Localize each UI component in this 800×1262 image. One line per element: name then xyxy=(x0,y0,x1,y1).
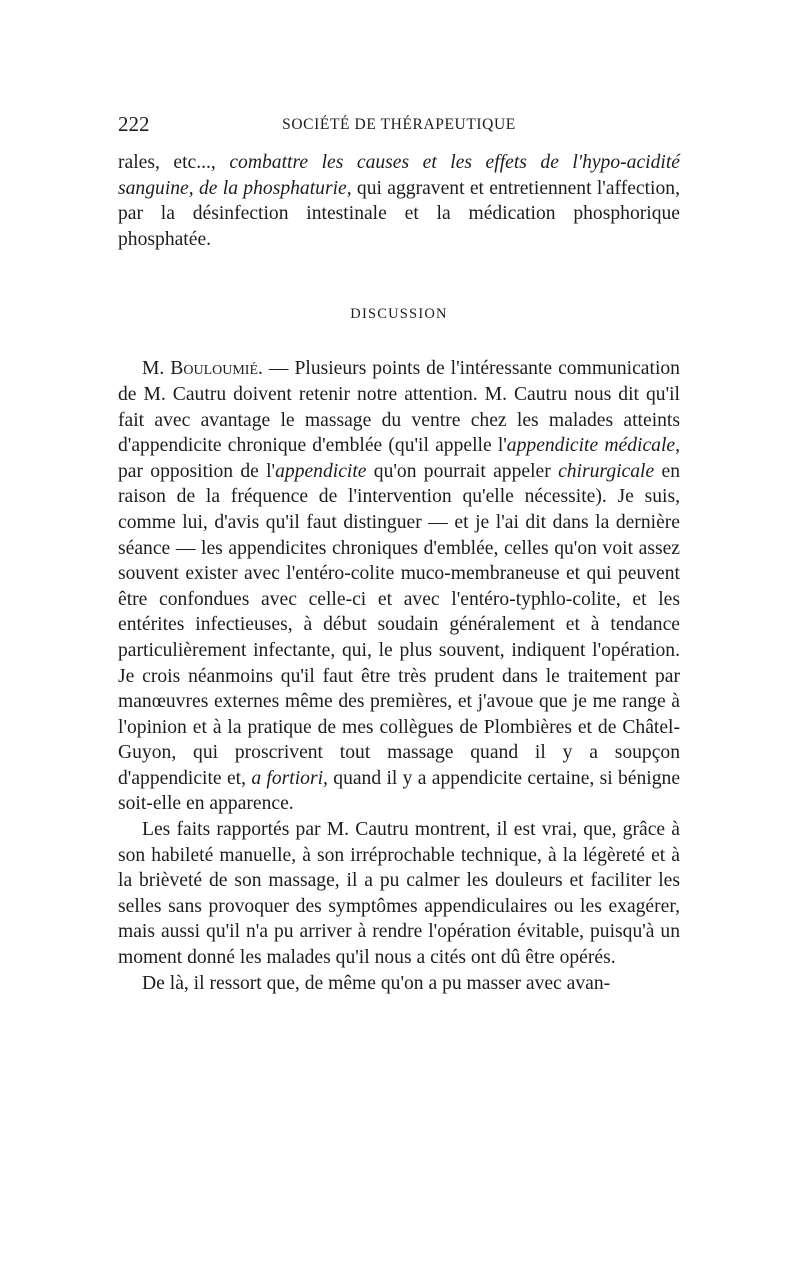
paragraph-conclusion: De là, il ressort que, de même qu'on a pu masser avec avan- xyxy=(142,972,611,994)
paragraph-bouloumie: M. Bouloumié. — Plusieurs points de l'intéressante communication de M. Cautru doivent retenir notre attention. M. Cautru nous dit qu'il fait avec avantage le massage du ventre chez les malades atteints d'appendicite chronique d'emblée (qu'il appelle l'appendicite médicale, par opposition de l'appendicite qu'on pourrait appeler chirurgicale en raison de la fréquence de l'intervention qu'elle nécessite). Je suis, comme lui, d'avis qu'il faut distinguer — et je l'ai dit dans la dernière séance — les appendicites chroniques d'emblée, celles qu'on voit assez souvent exister avec l'entéro-colite muco-membraneuse et qui peuvent être confondues avec celle-ci et avec l'entéro-typhlo-colite, et les entérites infectieuses, à début soudain généralement et à tendance particulièrement infectante, qui, le plus souvent, indiquent l'opération. Je crois néanmoins qu'il faut être très prudent dans le traitement par manœuvres externes même des premières, et j'avoue que je me range à l'opinion et à la pratique de mes collègues de Plombières et de Châtel-Guyon, qui proscrivent tout massage quand il y a soupçon d'appendicite et, a fortiori, quand il y a appendicite certaine, si bénigne soit-elle en apparence. xyxy=(118,358,681,815)
running-head xyxy=(118,112,680,136)
book-page xyxy=(118,112,680,996)
running-title: SOCIÉTÉ DE THÉRAPEUTIQUE xyxy=(282,116,516,133)
speaker-name: M. Bouloumié. xyxy=(142,358,263,380)
page-number: 222 xyxy=(118,112,150,136)
paragraph-faits: Les faits rapportés par M. Cautru montrent, il est vrai, que, grâce à son habileté manuelle, à son irréprochable technique, à la légèreté et à la brièveté de son massage, il a pu calmer les douleurs et faciliter les selles sans provoquer des symptômes appendiculaires ou les exagérer, mais aussi qu'il n'a pu arriver à rendre l'opération évitable, puisqu'à un moment donné les malades qu'il nous a cités ont dû être opérés. xyxy=(118,819,680,969)
paragraph-continuation: rales, etc..., combattre les causes et les effets de l'hypo-acidité sanguine, de la phosphaturie, qui aggravent et entretiennent l'affection, par la désinfection intestinale et la médication phosphorique phosphatée. xyxy=(118,152,680,250)
section-heading: DISCUSSION xyxy=(350,306,448,323)
